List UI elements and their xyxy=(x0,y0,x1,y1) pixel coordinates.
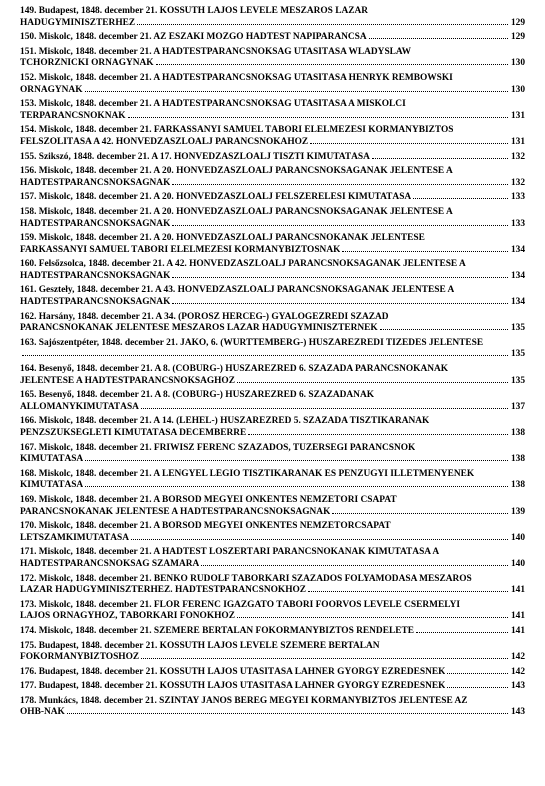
toc-entry-text: 153. Miskolc, 1848. december 21. A HADTESTPARANCSNOKSÁG UTASÍTÁSA A MISKOLCI xyxy=(20,99,406,110)
page-number: 143 xyxy=(510,707,525,718)
toc-entry-line xyxy=(20,178,525,190)
toc-entry-text: KIMUTATÁSA xyxy=(20,454,84,465)
toc-entry xyxy=(20,192,525,204)
toc-entry-text: HADTESTPARANCSNOKSÁG SZÁMÁRA xyxy=(20,558,200,569)
dot-leader xyxy=(237,382,508,383)
toc-entry xyxy=(20,469,525,492)
toc-entry-line xyxy=(20,349,525,361)
page-number: 134 xyxy=(510,244,525,255)
dot-leader xyxy=(416,632,508,633)
toc-entry xyxy=(20,285,525,308)
page-number: 133 xyxy=(510,192,525,203)
dot-leader xyxy=(85,486,508,487)
toc-entry xyxy=(20,166,525,189)
toc-entry-line xyxy=(20,696,525,708)
toc-entry-line xyxy=(20,559,525,571)
page-number: 141 xyxy=(510,625,525,636)
toc-entry-text: 159. Miskolc, 1848. december 21. A 20. HONVÉDZÁSZLÓALJ PARANCSNOKÁNAK JELENTÉSE xyxy=(20,233,425,244)
toc-entry-line xyxy=(20,259,525,271)
toc-entry xyxy=(20,443,525,466)
toc-entry-line xyxy=(20,6,525,18)
toc-entry-text: FŐKORMÁNYBIZTOSHOZ xyxy=(20,652,140,663)
dot-leader xyxy=(131,539,508,540)
toc-entry-text: LAJOS ŐRNAGYHOZ, TÁBORKARI FŐNÖKHÖZ xyxy=(20,611,235,622)
toc-entry xyxy=(20,47,525,70)
toc-entry-text: 165. Besenyő, 1848. december 21. A 8. (COBURG-) HUSZÁREZRED 6. SZÁZADÁNAK xyxy=(20,390,375,401)
toc-entry-text: LÁZÁR HADÜGYMINISZTERHEZ. HADTESTPARANCSNOKHOZ xyxy=(20,585,307,596)
dot-leader xyxy=(342,251,508,252)
toc-entry-line xyxy=(20,192,525,204)
toc-entry-line xyxy=(20,285,525,297)
toc-entry-line xyxy=(20,652,525,664)
toc-entry-line xyxy=(20,585,525,597)
toc-entry-text: 152. Miskolc, 1848. december 21. A HADTESTPARANCSNOKSÁG UTASÍTÁSA HENRYK REMBOWSKI xyxy=(20,72,453,83)
toc-entry-line xyxy=(20,166,525,178)
dot-leader xyxy=(172,303,508,304)
page-number: 143 xyxy=(510,681,525,692)
toc-entry-text: 172. Miskolc, 1848. december 21. BENKŐ RUDOLF TÁBORKARI SZÁZADOS FOLYAMODÁSA MÉSZÁROS xyxy=(20,573,472,584)
page-number: 138 xyxy=(510,480,525,491)
page-number: 134 xyxy=(510,297,525,308)
dot-leader xyxy=(141,408,508,409)
toc-entry-line xyxy=(20,600,525,612)
toc-entry-text: 164. Besenyő, 1848. december 21. A 8. (COBURG-) HUSZÁREZRED 6. SZÁZADA PARANCSNOKÁNAK xyxy=(20,364,449,375)
toc-entry-text: 173. Miskolc, 1848. december 21. FLÓR FERENC IGAZGATÓ TÁBORI FŐORVOS LEVELE CSERMELYI xyxy=(20,599,461,610)
toc-entry-line xyxy=(20,47,525,59)
toc-entry-line xyxy=(20,402,525,414)
toc-entry-text: 166. Miskolc, 1848. december 21. A 14. (LEHEL-) HUSZÁREZRED 5. SZÁZADA TISZTIKARÁNAK xyxy=(20,416,430,427)
toc-entry-text: ŐRNAGYNAK xyxy=(20,84,83,95)
toc-entry-line xyxy=(20,338,525,350)
toc-entry-text: 151. Miskolc, 1848. december 21. A HADTESTPARANCSNOKSÁG UTASÍTÁSA WLADYSLAW xyxy=(20,46,412,57)
page-number: 130 xyxy=(510,58,525,69)
toc-entry-text: HADÜGYMINISZTERHEZ xyxy=(20,17,136,28)
toc-entry-text: HADTESTPARANCSNOKSÁGNAK xyxy=(20,297,171,308)
toc-entry-line xyxy=(20,390,525,402)
toc-entry-line xyxy=(20,73,525,85)
toc-entry xyxy=(20,600,525,623)
toc-entry-line xyxy=(20,611,525,623)
toc-entry-line xyxy=(20,480,525,492)
dot-leader xyxy=(85,91,509,92)
toc-entry xyxy=(20,207,525,230)
toc-entry-text: 168. Miskolc, 1848. december 21. A LENGYEL LÉGIÓ TISZTIKARÁNAK ÉS PÉNZÜGYI ILLETMÉNYÉNEK xyxy=(20,468,475,479)
toc-entry-text: HADTESTPARANCSNOKSÁGNAK xyxy=(20,270,171,281)
page-number: 129 xyxy=(510,32,525,43)
toc-entry xyxy=(20,681,525,693)
dot-leader xyxy=(372,158,508,159)
toc-entry-line xyxy=(20,533,525,545)
toc-entry-line xyxy=(20,521,525,533)
page-number: 129 xyxy=(510,17,525,28)
page-number: 135 xyxy=(510,375,525,386)
toc-entry-line xyxy=(20,323,525,335)
dot-leader xyxy=(137,24,508,25)
dot-leader xyxy=(308,591,508,592)
toc-entry-line xyxy=(20,469,525,481)
toc-entry-line xyxy=(20,32,525,44)
toc-entry-line xyxy=(20,85,525,97)
toc-entry-text: 170. Miskolc, 1848. december 21. A BORSOD MEGYEI ÖNKÉNTES NEMZETŐRCSAPAT xyxy=(20,521,391,532)
toc-entry-text: OHB-NAK xyxy=(20,707,65,718)
toc-entry-line xyxy=(20,58,525,70)
toc-entry-text: 163. Sajószentpéter, 1848. december 21. JÁKÓ, 6. (WÜRTTEMBERG-) HUSZÁREZREDI TIZEDES JELENTÉSE xyxy=(20,337,484,348)
toc-entry-text: 149. Budapest, 1848. december 21. KOSSUTH LAJOS LEVELE MÉSZÁROS LÁZÁR xyxy=(20,6,369,16)
dot-leader xyxy=(248,434,508,435)
toc-entry-text: 177. Budapest, 1848. december 21. KOSSUTH LAJOS UTASÍTÁSA LÁHNER GYÖRGY EZREDESNEK xyxy=(20,681,446,692)
toc-entry-line xyxy=(20,507,525,519)
toc-entry-line xyxy=(20,428,525,440)
toc-entry xyxy=(20,312,525,335)
toc-entry xyxy=(20,364,525,387)
toc-entry-text: 162. Harsány, 1848. december 21. A 34. (POROSZ HERCEG-) GYALOGEZREDI SZÁZAD xyxy=(20,311,389,322)
dot-leader xyxy=(128,117,508,118)
dot-leader xyxy=(156,64,508,65)
toc-entry-text: 169. Miskolc, 1848. december 21. A BORSOD MEGYEI ÖNKÉNTES NEMZETŐRI CSAPAT xyxy=(20,494,397,505)
page-number: 139 xyxy=(510,506,525,517)
toc-entry-text: TÉRPARANCSNOKNAK xyxy=(20,110,126,121)
toc-entry-text: 154. Miskolc, 1848. december 21. FARKASSÁNYI SÁMUEL TÁBORI ÉLELMEZÉSI KORMÁNYBIZTOS xyxy=(20,125,454,136)
toc-entry-line xyxy=(20,207,525,219)
dot-leader xyxy=(310,143,508,144)
toc-entry xyxy=(20,521,525,544)
toc-entry-line xyxy=(20,376,525,388)
toc-entry-text: HADTESTPARANCSNOKSÁGNAK xyxy=(20,177,171,188)
dot-leader xyxy=(380,329,508,330)
toc-entry-text: PÉNZSZÜKSÉGLETI KIMUTATÁSA DECEMBERRE xyxy=(20,428,247,438)
page-number: 135 xyxy=(510,349,525,360)
toc-entry xyxy=(20,495,525,518)
dot-leader xyxy=(201,565,508,566)
toc-entry-line xyxy=(20,364,525,376)
toc-entry-text: TCHÓRZNICKI ŐRNAGYNAK xyxy=(20,58,154,69)
dot-leader xyxy=(447,687,508,688)
dot-leader xyxy=(172,277,508,278)
toc-entry-text: 150. Miskolc, 1848. december 21. AZ ÉSZAKI MOZGÓ HADTEST NAPIPARANCSA xyxy=(20,32,367,43)
toc-entry-line xyxy=(20,574,525,586)
toc-entry xyxy=(20,696,525,719)
toc-entry-line xyxy=(20,454,525,466)
page-number: 137 xyxy=(510,401,525,412)
toc-entry xyxy=(20,99,525,122)
toc-entry-line xyxy=(20,219,525,231)
toc-entry-text: FARKASSÁNYI SÁMUEL TÁBORI ÉLELMEZÉSI KORMÁNYBIZTOSNAK xyxy=(20,244,341,255)
toc-entry-text: LÉTSZÁMKIMUTATÁSA xyxy=(20,532,130,543)
toc-entry-line xyxy=(20,626,525,638)
toc-entry-line xyxy=(20,707,525,719)
page-number: 138 xyxy=(510,454,525,465)
toc-entry-line xyxy=(20,681,525,693)
toc-entry-line xyxy=(20,137,525,149)
toc-entry-line xyxy=(20,297,525,309)
toc-entry-text: 167. Miskolc, 1848. december 21. FRIWISZ FERENC SZÁZADOS, TÜZÉRSÉGI PARANCSNOK xyxy=(20,442,416,453)
dot-leader xyxy=(172,225,508,226)
toc-entry-text: 160. Felsőzsolca, 1848. december 21. A 42. HONVÉDZÁSZLÓALJ PARANCSNOKSÁGÁNAK JELENTÉSE A xyxy=(20,259,466,270)
toc-entry-line xyxy=(20,99,525,111)
page-number: 131 xyxy=(510,110,525,121)
toc-entry-text: 158. Miskolc, 1848. december 21. A 20. HONVÉDZÁSZLÓALJ PARANCSNOKSÁGÁNAK JELENTÉSE A xyxy=(20,206,453,217)
toc-entry-text: 178. Munkács, 1848. december 21. SZINTAY JÁNOS BEREG MEGYEI KORMÁNYBIZTOS JELENTÉSE AZ xyxy=(20,695,468,706)
toc-entry-line xyxy=(20,233,525,245)
dot-leader xyxy=(141,658,508,659)
toc-entry xyxy=(20,73,525,96)
page-number: 138 xyxy=(510,428,525,438)
toc-entry xyxy=(20,641,525,664)
dot-leader xyxy=(237,617,508,618)
toc-entry-text: 175. Budapest, 1848. december 21. KOSSUTH LAJOS LEVELE SZEMERE BERTALAN xyxy=(20,640,380,651)
toc-entry-text: 176. Budapest, 1848. december 21. KOSSUTH LAJOS UTASÍTÁSA LÁHNER GYÖRGY EZREDESNEK xyxy=(20,666,446,677)
toc-entry-line xyxy=(20,547,525,559)
page-number: 130 xyxy=(510,84,525,95)
toc-entry-text: 161. Geszteły, 1848. december 21. A 43. HONVÉDZÁSZLÓALJ PARANCSNOKSÁGÁNAK JELENTÉSE A xyxy=(20,285,455,296)
toc-entry-text: PARANCSNOKÁNAK JELENTÉSE MÉSZÁROS LÁZÁR HADÜGYMINISZTERNEK xyxy=(20,323,378,334)
page-number: 134 xyxy=(510,270,525,281)
toc-entry xyxy=(20,667,525,679)
toc-entry-text: PARANCSNOKÁNAK JELENTÉSE A HADTESTPARANCSNOKSÁGNAK xyxy=(20,506,331,517)
toc-entry-text: 156. Miskolc, 1848. december 21. A 20. HONVÉDZÁSZLÓALJ PARANCSNOKSÁGÁNAK JELENTÉSE A xyxy=(20,166,453,177)
page-number: 132 xyxy=(510,151,525,162)
dot-leader xyxy=(85,460,508,461)
toc-entry-line xyxy=(20,667,525,679)
page-number: 142 xyxy=(510,666,525,677)
toc-entry-text: HADTESTPARANCSNOKSÁGNAK xyxy=(20,218,171,229)
toc-entry xyxy=(20,259,525,282)
toc-entry-text: 155. Szikszó, 1848. december 21. A 17. HONVÉDZÁSZLÓALJ TISZTI KIMUTATÁSA xyxy=(20,151,370,162)
dot-leader xyxy=(447,673,508,674)
page-number: 141 xyxy=(510,611,525,622)
toc-entry xyxy=(20,32,525,44)
toc-entry xyxy=(20,626,525,638)
toc-entry-line xyxy=(20,245,525,257)
dot-leader xyxy=(413,198,508,199)
page-number: 141 xyxy=(510,585,525,596)
toc-entry-line xyxy=(20,495,525,507)
toc-entry xyxy=(20,6,525,29)
toc-entry-line xyxy=(20,18,525,30)
toc-entry-line xyxy=(20,443,525,455)
toc-entry xyxy=(20,547,525,570)
toc-entry xyxy=(20,338,525,361)
toc-entry xyxy=(20,390,525,413)
toc-entry-text: FELSZÓLÍTÁSA A 42. HONVÉDZÁSZLÓALJ PARANCSNOKÁHOZ xyxy=(20,136,309,147)
page-number: 142 xyxy=(510,652,525,663)
toc-entry-text: 157. Miskolc, 1848. december 21. A 20. HONVÉDZÁSZLÓALJ FELSZERELÉSI KIMUTATÁSA xyxy=(20,192,412,203)
dot-leader xyxy=(22,355,508,356)
page-number: 132 xyxy=(510,177,525,188)
page-number: 135 xyxy=(510,323,525,334)
dot-leader xyxy=(67,713,508,714)
page-number: 140 xyxy=(510,532,525,543)
toc-entry xyxy=(20,233,525,256)
toc-entry-text: JELENTÉSE A HADTESTPARANCSNOKSÁGHOZ xyxy=(20,375,235,386)
toc-entry-line xyxy=(20,641,525,653)
dot-leader xyxy=(332,513,508,514)
page-number: 133 xyxy=(510,218,525,229)
page-number: 131 xyxy=(510,136,525,147)
toc-entry-text: ÁLLOMÁNYKIMUTATÁSA xyxy=(20,401,139,412)
toc-entry-text: 174. Miskolc, 1848. december 21. SZEMERE BERTALAN FŐKORMÁNYBIZTOS RENDELETE xyxy=(20,625,414,636)
dot-leader xyxy=(369,38,508,39)
toc-entry xyxy=(20,416,525,439)
toc-entry xyxy=(20,152,525,164)
toc-entry-line xyxy=(20,111,525,123)
page-number: 140 xyxy=(510,558,525,569)
dot-leader xyxy=(172,184,508,185)
toc-entry-line xyxy=(20,416,525,428)
toc-entry-line xyxy=(20,312,525,324)
toc-entry-text: KIMUTATÁSA xyxy=(20,480,84,491)
toc-entry-line xyxy=(20,271,525,283)
toc-entry-line xyxy=(20,125,525,137)
toc-entry-line xyxy=(20,152,525,164)
toc-entry xyxy=(20,574,525,597)
toc-entry-text: 171. Miskolc, 1848. december 21. A HADTEST LŐSZERTÁRI PARANCSNOKÁNAK KIMUTATÁSA A xyxy=(20,547,440,558)
toc-entry xyxy=(20,125,525,148)
